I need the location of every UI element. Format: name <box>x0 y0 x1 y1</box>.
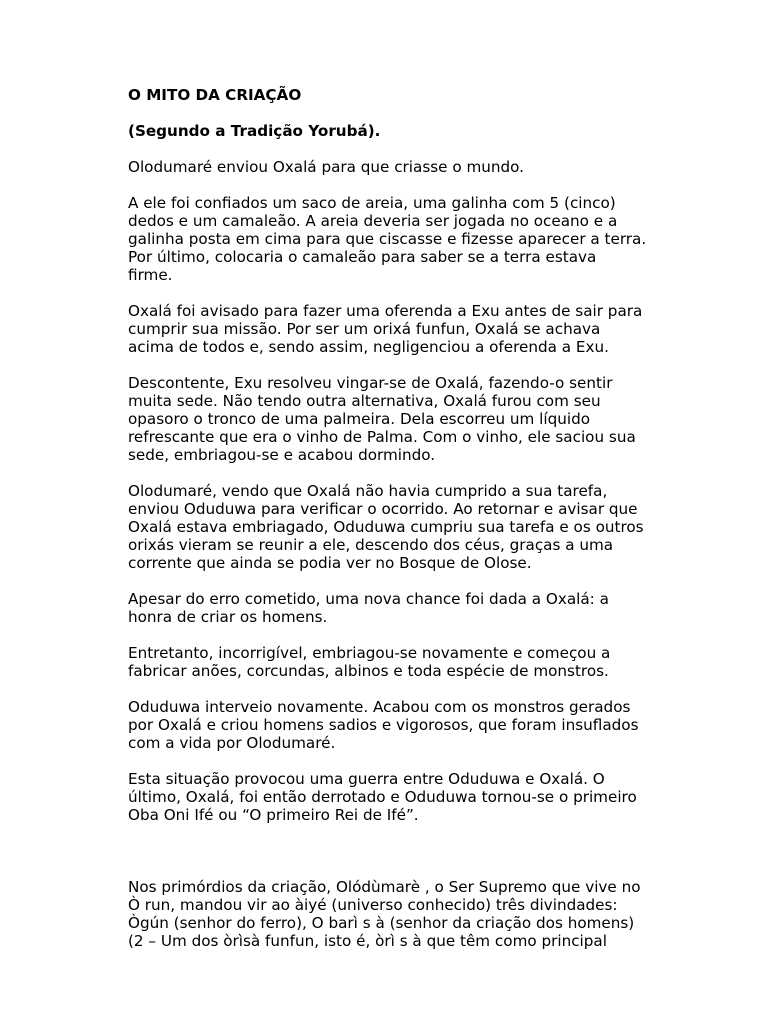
text-line: fabricar anões, corcundas, albinos e toda espécie de monstros. <box>128 662 609 680</box>
paragraph-oduduwa <box>128 482 658 572</box>
text-line: Olodumaré, vendo que Oxalá não havia cumprido a sua tarefa, <box>128 482 608 500</box>
text-line: acima de todos e, sendo assim, negligenciou a oferenda a Exu. <box>128 338 609 356</box>
document-title: O MITO DA CRIAÇÃO <box>128 86 302 104</box>
text-line: Por último, colocaria o camaleão para saber se a terra estava <box>128 248 597 266</box>
text-line: Esta situação provocou uma guerra entre Oduduwa e Oxalá. O <box>128 770 605 788</box>
paragraph-sack-of-sand <box>128 194 658 284</box>
section-spacer <box>128 842 658 878</box>
paragraph-war <box>128 770 658 824</box>
text-line: firme. <box>128 266 173 284</box>
paragraph-new-chance <box>128 590 658 626</box>
text-line: honra de criar os homens. <box>128 608 328 626</box>
text-line: sede, embriagou-se e acabou dormindo. <box>128 446 436 464</box>
text-line: com a vida por Olodumaré. <box>128 734 336 752</box>
text-line: refrescante que era o vinho de Palma. Com o vinho, ele saciou sua <box>128 428 636 446</box>
text-line: Ò run, mandou vir ao àiyé (universo conhecido) três divindades: <box>128 896 618 914</box>
text-line: opasoro o tronco de uma palmeira. Dela escorreu um líquido <box>128 410 591 428</box>
paragraph-primordial <box>128 878 658 950</box>
text-line: Descontente, Exu resolveu vingar-se de Oxalá, fazendo-o sentir <box>128 374 613 392</box>
paragraph-offering <box>128 302 658 356</box>
text-line: último, Oxalá, foi então derrotado e Oduduwa tornou-se o primeiro <box>128 788 637 806</box>
text-line: A ele foi confiados um saco de areia, uma galinha com 5 (cinco) <box>128 194 616 212</box>
document-page <box>128 86 658 968</box>
text-line: corrente que ainda se podia ver no Bosque de Olose. <box>128 554 532 572</box>
text-line: (2 – Um dos òrìsà funfun, isto é, òrì s à que têm como principal <box>128 932 607 950</box>
text-line: Oxalá foi avisado para fazer uma oferenda a Exu antes de sair para <box>128 302 643 320</box>
text-line: Oxalá estava embriagado, Oduduwa cumpriu sua tarefa e os outros <box>128 518 644 536</box>
text-line: Olodumaré enviou Oxalá para que criasse o mundo. <box>128 158 524 176</box>
text-line: Apesar do erro cometido, uma nova chance foi dada a Oxalá: a <box>128 590 609 608</box>
paragraph-intervention <box>128 698 658 752</box>
text-line: por Oxalá e criou homens sadios e vigorosos, que foram insuflados <box>128 716 639 734</box>
document-subtitle: (Segundo a Tradição Yorubá). <box>128 122 381 140</box>
paragraph-exu-revenge <box>128 374 658 464</box>
text-line: Oduduwa interveio novamente. Acabou com os monstros gerados <box>128 698 631 716</box>
text-line: cumprir sua missão. Por ser um orixá funfun, Oxalá se achava <box>128 320 601 338</box>
text-line: galinha posta em cima para que ciscasse e fizesse aparecer a terra. <box>128 230 647 248</box>
text-line: Nos primórdios da criação, Olódùmarè , o Ser Supremo que vive no <box>128 878 641 896</box>
text-line: dedos e um camaleão. A areia deveria ser jogada no oceano e a <box>128 212 618 230</box>
text-line: Ògún (senhor do ferro), O barì s à (senhor da criação dos homens) <box>128 914 635 932</box>
text-line: muita sede. Não tendo outra alternativa, Oxalá furou com seu <box>128 392 601 410</box>
paragraph-monsters <box>128 644 658 680</box>
paragraph-intro <box>128 158 658 176</box>
text-line: Entretanto, incorrigível, embriagou-se novamente e começou a <box>128 644 611 662</box>
text-line: enviou Oduduwa para verificar o ocorrido. Ao retornar e avisar que <box>128 500 638 518</box>
text-line: Oba Oni Ifé ou “O primeiro Rei de Ifé”. <box>128 806 419 824</box>
text-line: orixás vieram se reunir a ele, descendo dos céus, graças a uma <box>128 536 614 554</box>
